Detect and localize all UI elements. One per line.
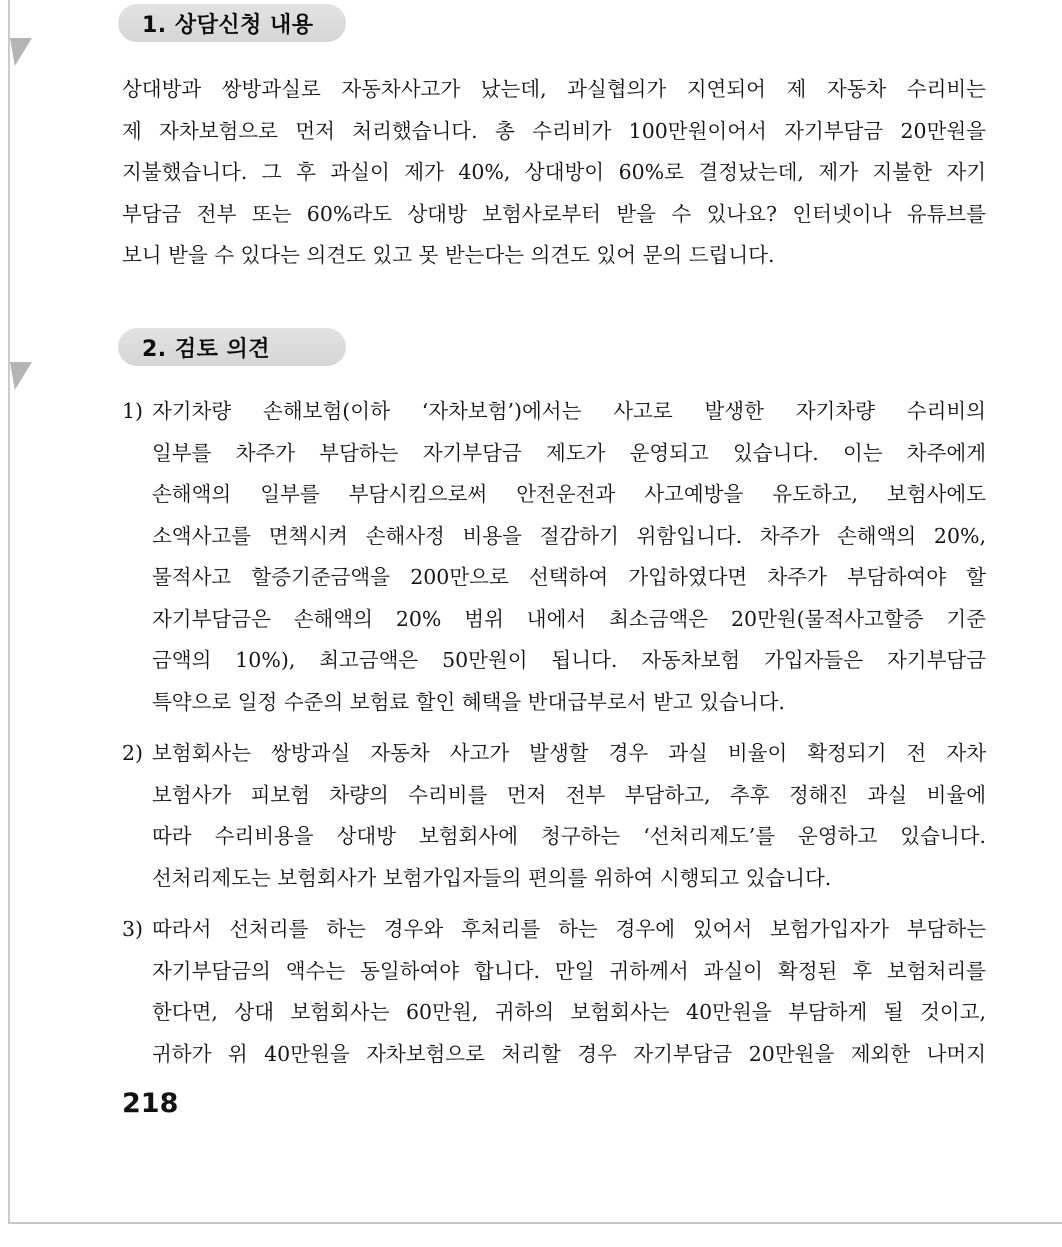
item-body	[152, 733, 986, 899]
item-line: 물적사고 할증기준금액을 200만으로 선택하여 가입하였다면 차주가 부담하여야 할	[152, 565, 986, 589]
item-line: 한다면, 상대 보험회사는 60만원, 귀하의 보험회사는 40만원을 부담하게 될 것이고,	[152, 1000, 986, 1024]
item-line: 손해액의 일부를 부담시킴으로써 안전운전과 사고예방을 유도하고, 보험사에도	[152, 482, 986, 506]
item-line: 귀하가 위 40만원을 자차보험으로 처리할 경우 자기부담금 20만원을 제외한 나머지	[152, 1041, 986, 1066]
item-line: 자기차량 손해보험(이하 ‘자차보험’)에서는 사고로 발생한 자기차량 수리비의	[152, 399, 986, 423]
item-line: 일부를 차주가 부담하는 자기부담금 제도가 운영되고 있습니다. 이는 차주에게	[152, 440, 986, 465]
item-line: 따라서 선처리를 하는 경우와 후처리를 하는 경우에 있어서 보험가입자가 부담하는	[152, 917, 986, 941]
item-line: 자기부담금은 손해액의 20% 범위 내에서 최소금액은 20만원(물적사고할증 기준	[152, 606, 986, 631]
paragraph-line: 상대방과 쌍방과실로 자동차사고가 났는데, 과실협의가 지연되어 제 자동차 수리비는	[122, 77, 986, 101]
item-marker: 2)	[122, 741, 144, 765]
item-line: 소액사고를 면책시켜 손해사정 비용을 절감하기 위함입니다. 차주가 손해액의 20%,	[152, 523, 986, 548]
paragraph-line: 부담금 전부 또는 60%라도 상대방 보험사로부터 받을 수 있나요? 인터넷이나 유튜브를	[122, 201, 986, 226]
item-line: 금액의 10%), 최고금액은 50만원이 됩니다. 자동차보험 가입자들은 자기부담금	[152, 648, 986, 672]
page-number: 218	[122, 1088, 179, 1119]
item-line: 보험사가 피보험 차량의 수리비를 먼저 전부 부담하고, 추후 정해진 과실 비율에	[152, 782, 986, 807]
badge-label: 1. 상담신청 내용	[142, 12, 314, 38]
item-marker: 3)	[122, 917, 144, 941]
badge-label: 2. 검토 의견	[142, 336, 270, 362]
item-line: 따라 수리비용을 상대방 보험회사에 청구하는 ‘선처리제도’를 운영하고 있습니다.	[152, 824, 986, 848]
paragraph-line: 지불했습니다. 그 후 과실이 제가 40%, 상대방이 60%로 결정났는데, 제가 지불한 자기	[122, 160, 986, 184]
list-item	[122, 733, 986, 899]
paragraph-line: 보니 받을 수 있다는 의견도 있고 못 받는다는 의견도 있어 문의 드립니다.	[122, 243, 775, 267]
item-line: 보험회사는 쌍방과실 자동차 사고가 발생할 경우 과실 비율이 확정되기 전 자차	[152, 741, 986, 765]
item-line: 선처리제도는 보험회사가 보험가입자들의 편의를 위하여 시행되고 있습니다.	[152, 865, 832, 890]
section-badge-review	[118, 328, 346, 366]
request-paragraph	[122, 69, 986, 277]
item-body	[152, 909, 986, 1075]
list-item	[122, 391, 986, 723]
paragraph-line: 제 자차보험으로 먼저 처리했습니다. 총 수리비가 100만원이어서 자기부담금 20만원을	[122, 118, 986, 143]
section-badge-request	[118, 4, 346, 42]
item-body	[152, 391, 986, 723]
item-line: 특약으로 일정 수준의 보험료 할인 혜택을 반대급부로서 받고 있습니다.	[152, 689, 785, 714]
item-marker: 1)	[122, 399, 144, 423]
list-item	[122, 909, 986, 1075]
review-items	[122, 391, 986, 1085]
item-line: 자기부담금의 액수는 동일하여야 합니다. 만일 귀하께서 과실이 확정된 후 보험처리를	[152, 958, 986, 983]
